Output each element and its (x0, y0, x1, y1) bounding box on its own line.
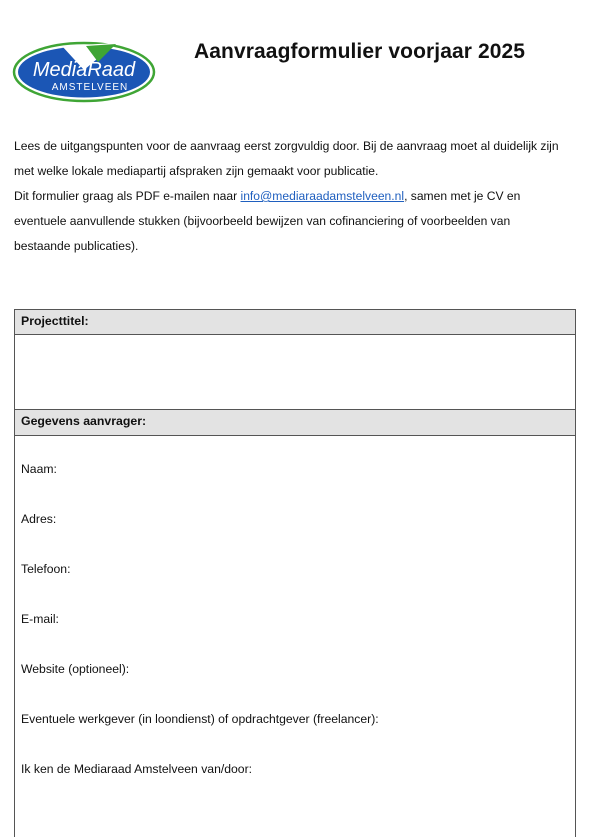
intro-line-3 (14, 184, 584, 209)
intro-line-4: eventuele aanvullende stukken (bijvoorbeeld bewijzen van cofinanciering of voorbeelden van (14, 214, 511, 228)
page-title: Aanvraagformulier voorjaar 2025 (194, 40, 526, 63)
application-form (14, 309, 576, 837)
applicant-details-header: Gegevens aanvrager: (15, 410, 575, 436)
intro-line-3-before: Dit formulier graag als PDF e-mailen naar (14, 189, 241, 203)
intro-line-2: met welke lokale mediapartij afspraken zijn gemaakt voor publicatie. (14, 164, 379, 178)
email-link[interactable]: info@mediaraadamstelveen.nl (240, 189, 405, 203)
intro-text (14, 134, 584, 259)
intro-line-1: Lees de uitgangspunten voor de aanvraag eerst zorgvuldig door. Bij de aanvraag moet al duidelijk zijn (14, 139, 559, 153)
employer-field-label: Eventuele werkgever (in loondienst) of opdrachtgever (freelancer): (21, 712, 379, 726)
intro-line-5: bestaande publicaties). (14, 239, 139, 253)
phone-field-label: Telefoon: (21, 562, 71, 576)
intro-line-3-after: , samen met je CV en (404, 189, 521, 203)
email-field-label: E-mail: (21, 612, 59, 626)
name-field-label: Naam: (21, 462, 57, 476)
project-title-field[interactable] (15, 335, 575, 410)
logo-sub-text: AMSTELVEEN (51, 82, 129, 93)
address-field-label: Adres: (21, 512, 57, 526)
project-title-header: Projecttitel: (15, 310, 575, 335)
referral-field-label: Ik ken de Mediaraad Amstelveen van/door: (21, 762, 253, 776)
website-field-label: Website (optioneel): (21, 662, 130, 676)
mediaraad-logo (12, 40, 156, 104)
logo-main-text: MediaRaad (32, 59, 136, 81)
logo-emblem (12, 40, 156, 104)
